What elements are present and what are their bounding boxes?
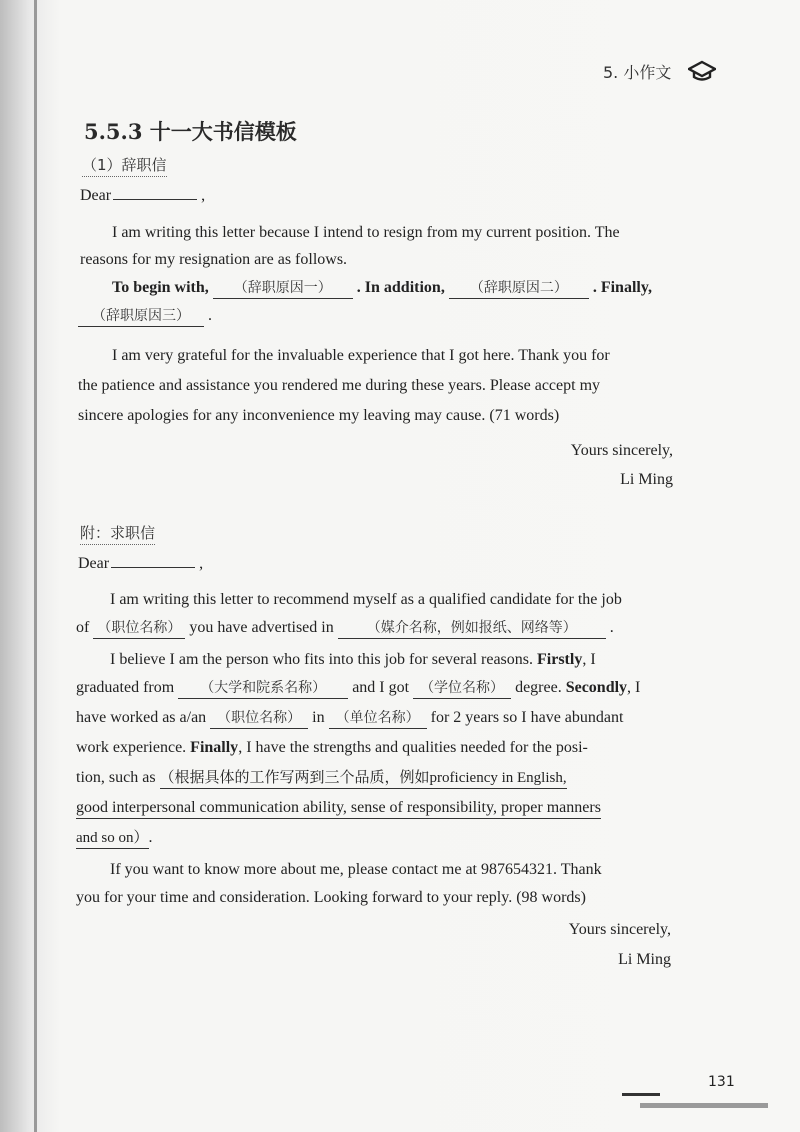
letter1-p1-line1: I am writing this letter because I intend to resign from my current position. The xyxy=(112,224,620,241)
degree-blank: （学位名称） xyxy=(413,678,511,699)
chapter-header: 5. 小作文 xyxy=(603,63,672,82)
letter2-p2-line6 xyxy=(76,798,601,818)
letter1-p3-line1: I am very grateful for the invaluable experience that I got here. Thank you for xyxy=(112,347,610,364)
finally: . Finally, xyxy=(592,279,652,296)
letter1-closing: Yours sincerely, xyxy=(570,442,673,459)
letter1-salutation: Dear , xyxy=(80,187,206,204)
qualities-fill-2: good interpersonal communication ability, sense of responsibility, proper manners xyxy=(76,799,601,819)
letter1-p2-line2: （辞职原因三） . xyxy=(78,306,212,327)
page-number: 131 xyxy=(708,1074,735,1090)
letter1-subtitle: （1）辞职信 xyxy=(82,154,167,177)
reason-two-blank: （辞职原因二） xyxy=(449,278,589,299)
letter2-p2-line4: work experience. Finally, I have the strengths and qualities needed for the posi- xyxy=(76,739,588,756)
recipient-blank xyxy=(111,567,195,568)
letter2-salutation: Dear , xyxy=(78,555,204,572)
in-addition: . In addition, xyxy=(356,279,445,296)
reason-one-blank: （辞职原因一） xyxy=(213,278,353,299)
footer-dash xyxy=(622,1093,660,1096)
letter2-p3-line2: you for your time and consideration. Looking forward to your reply. (98 words) xyxy=(76,889,586,906)
footer-bar xyxy=(640,1103,768,1108)
letter1-p3-line3: sincere apologies for any inconvenience my leaving may cause. (71 words) xyxy=(78,407,560,424)
letter2-p2-line1: I believe I am the person who fits into this job for several reasons. Firstly, I xyxy=(110,651,596,668)
letter2-p2-line5: tion, such as （根据具体的工作写两到三个品质，例如proficiency in English, xyxy=(76,768,567,788)
letter1-p2-line1 xyxy=(112,278,652,299)
graduation-cap-icon xyxy=(688,60,716,82)
letter2-subtitle: 附：求职信 xyxy=(80,522,155,545)
employer-blank: （单位名称） xyxy=(329,708,427,729)
position-blank: （职位名称） xyxy=(93,618,185,639)
recipient-blank xyxy=(113,199,197,200)
qualities-fill-3: and so on） xyxy=(76,830,149,849)
section-title: 5.5.3 十一大书信模板 xyxy=(84,119,297,144)
letter1-p3-line2: the patience and assistance you rendered me during these years. Please accept my xyxy=(78,377,601,394)
letter2-p2-line7: and so on）. xyxy=(76,828,153,848)
letter2-p2-line2: graduated from （大学和院系名称） and I got （学位名称） degree. Secondly, I xyxy=(76,678,640,699)
qualities-fill-1: （根据具体的工作写两到三个品质，例如proficiency in English, xyxy=(160,770,567,789)
page-spine-edge xyxy=(34,0,37,1132)
to-begin-with: To begin with, xyxy=(112,279,209,296)
media-blank: （媒介名称，例如报纸、网络等） xyxy=(338,618,606,639)
reason-three-blank: （辞职原因三） xyxy=(78,306,204,327)
letter2-p2-line3: have worked as a/an （职位名称） in （单位名称） for 2 years so I have abundant xyxy=(76,708,623,729)
letter2-p3-line1: If you want to know more about me, please contact me at 987654321. Thank xyxy=(110,861,602,878)
letter2-signature: Li Ming xyxy=(618,951,671,968)
letter2-p1-line2: of （职位名称） you have advertised in （媒介名称，例如报纸、网络等） . xyxy=(76,618,614,639)
letter1-p1-line2: reasons for my resignation are as follows. xyxy=(80,251,348,268)
letter1-signature: Li Ming xyxy=(620,471,673,488)
letter2-p1-line1: I am writing this letter to recommend myself as a qualified candidate for the job xyxy=(110,591,622,608)
job-title-blank: （职位名称） xyxy=(210,708,308,729)
letter2-closing: Yours sincerely, xyxy=(568,921,671,938)
school-blank: （大学和院系名称） xyxy=(178,678,348,699)
dear-label: Dear xyxy=(80,187,112,204)
